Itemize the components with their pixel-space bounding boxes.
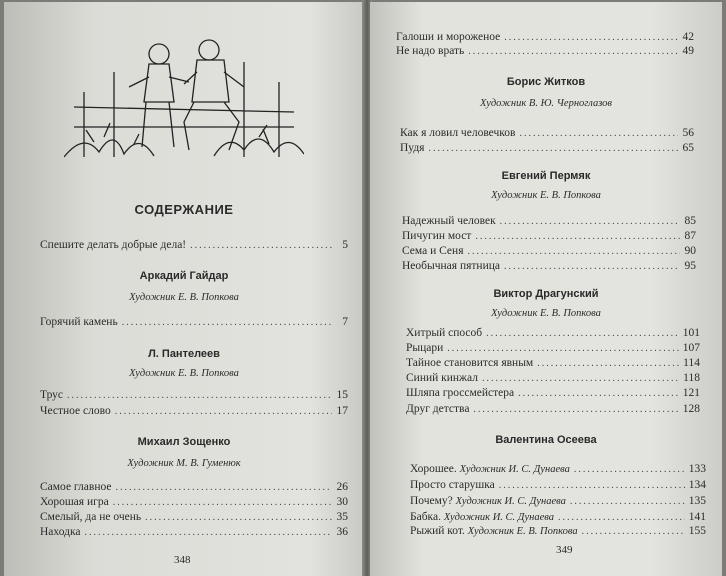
artist-credit: Художник Е. В. Попкова — [491, 190, 601, 201]
toc-entry[interactable]: Не надо врать ..... 49 — [396, 44, 694, 59]
toc-entry[interactable]: Пудя ..... 65 — [400, 141, 694, 156]
artist-credit: Художник Е. В. Попкова — [129, 368, 239, 379]
toc-entry[interactable]: Галоши и мороженое ..... 42 — [396, 30, 694, 45]
artist-credit: Художник В. Ю. Черноглазов — [480, 98, 612, 109]
artist-credit: Художник Е. В. Попкова — [491, 308, 601, 319]
toc-entry[interactable]: Сема и Сеня ..... 90 — [402, 244, 696, 259]
toc-entry[interactable]: Бабка. Художник И. С. Дунаева ..... 141 — [410, 510, 706, 525]
boys-on-fence-illustration — [64, 32, 304, 162]
toc-entry[interactable]: Синий кинжал ..... 118 — [406, 371, 700, 386]
toc-entry[interactable]: Рыжий кот. Художник Е. В. Попкова ..... 155 — [410, 524, 706, 539]
artist-credit: Художник М. В. Гуменюк — [127, 458, 241, 469]
toc-entry[interactable]: Надежный человек ..... 85 — [402, 214, 696, 229]
author-name: Евгений Пермяк — [501, 170, 591, 182]
page-number: 349 — [556, 544, 573, 556]
toc-entry[interactable]: Тайное становится явным ..... 114 — [406, 356, 700, 371]
toc-entry[interactable]: Почему? Художник И. С. Дунаева ..... 135 — [410, 494, 706, 509]
toc-entry[interactable]: Смелый, да не очень ..... 35 — [40, 510, 348, 525]
artist-credit: Художник Е. В. Попкова — [129, 292, 239, 303]
toc-entry[interactable]: Хитрый способ ..... 101 — [406, 326, 700, 341]
author-name: Л. Пантелеев — [148, 348, 220, 360]
author-name: Валентина Осеева — [495, 434, 597, 446]
toc-entry[interactable]: Находка ..... 36 — [40, 525, 348, 540]
toc-entry[interactable]: Друг детства ..... 128 — [406, 402, 700, 417]
toc-entry[interactable]: Просто старушка ..... 134 — [410, 478, 706, 493]
toc-entry[interactable]: Трус ..... 15 — [40, 388, 348, 403]
page-number: 348 — [174, 554, 191, 566]
toc-entry[interactable]: Хорошее. Художник И. С. Дунаева ..... 133 — [410, 462, 706, 477]
toc-entry[interactable]: Шляпа гроссмейстера ..... 121 — [406, 386, 700, 401]
toc-entry[interactable]: Необычная пятница ..... 95 — [402, 259, 696, 274]
author-name: Борис Житков — [506, 76, 586, 88]
toc-entry[interactable]: Пичугин мост ..... 87 — [402, 229, 696, 244]
toc-entry[interactable]: Рыцари ..... 107 — [406, 341, 700, 356]
contents-heading: СОДЕРЖАНИЕ — [134, 202, 234, 217]
toc-entry[interactable]: Горячий камень ..... 7 — [40, 315, 348, 330]
toc-entry[interactable]: Честное слово ..... 17 — [40, 404, 348, 419]
left-page — [4, 2, 364, 576]
toc-entry[interactable]: Спешите делать добрые дела! ..... 5 — [40, 238, 348, 253]
author-name: Аркадий Гайдар — [139, 270, 229, 282]
toc-entry[interactable]: Хорошая игра ..... 30 — [40, 495, 348, 510]
right-page — [370, 2, 722, 576]
author-name: Михаил Зощенко — [137, 436, 231, 448]
toc-entry[interactable]: Как я ловил человечков ..... 56 — [400, 126, 694, 141]
toc-entry[interactable]: Самое главное ..... 26 — [40, 480, 348, 495]
author-name: Виктор Драгунский — [493, 288, 599, 300]
